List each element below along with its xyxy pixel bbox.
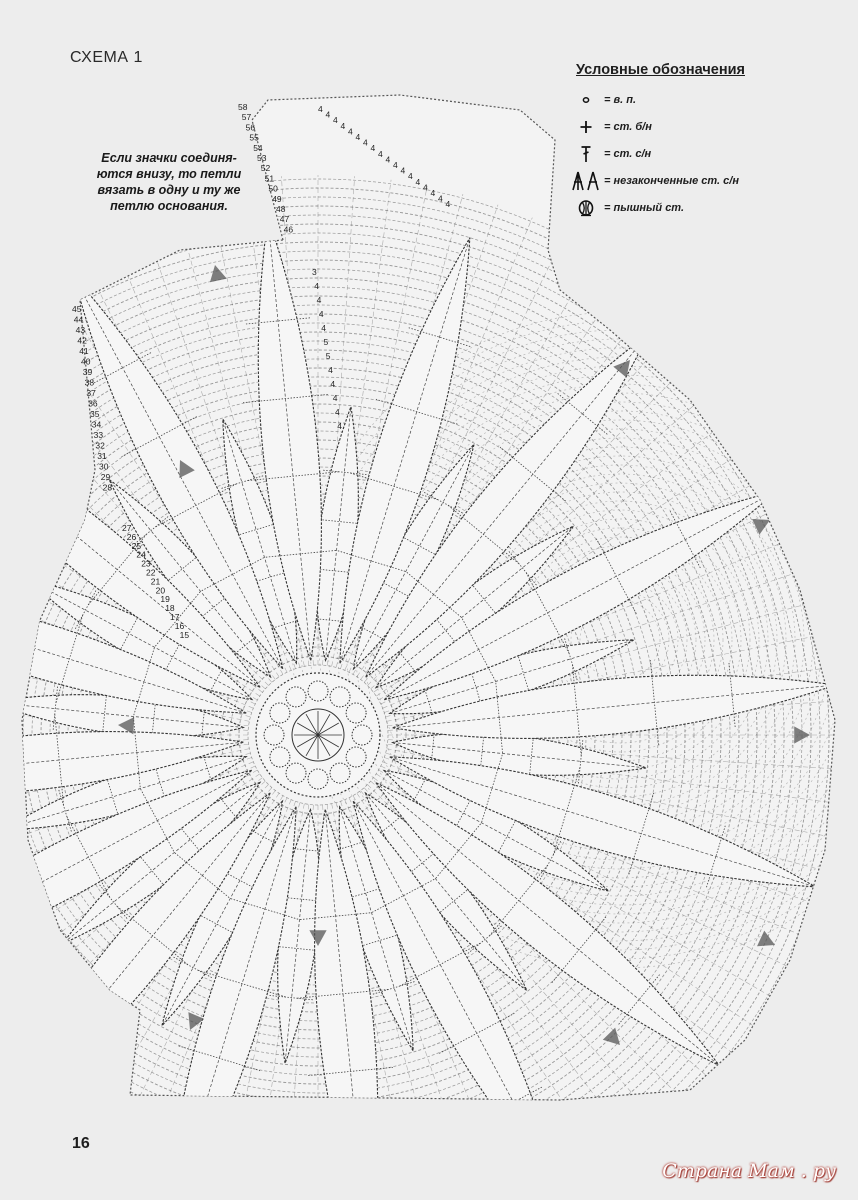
row-number: 5 xyxy=(325,351,331,361)
row-number: 54 xyxy=(253,142,263,153)
page-title: СХЕМА 1 xyxy=(70,49,143,66)
legend-label: = ст. б/н xyxy=(604,120,652,133)
row-number: 43 xyxy=(75,325,86,335)
row-number: 45 xyxy=(72,304,82,314)
petal-row xyxy=(326,1146,390,1152)
row-number: 4 xyxy=(445,199,451,210)
row-number: 29 xyxy=(100,472,111,482)
note-line: петлю основания. xyxy=(110,199,228,213)
row-number: 25 xyxy=(131,540,142,551)
row-number: 3 xyxy=(312,267,317,277)
row-number: 4 xyxy=(321,323,326,333)
row-number: 53 xyxy=(257,153,267,163)
page-number: 16 xyxy=(72,1135,90,1152)
row-number: 58 xyxy=(238,102,248,112)
petal-row xyxy=(0,856,40,931)
row-number: 4 xyxy=(393,160,398,170)
row-number: 33 xyxy=(93,430,104,440)
row-number: 36 xyxy=(88,398,98,409)
note-line: ются внизу, то петли xyxy=(96,167,242,181)
row-number: 24 xyxy=(136,549,146,560)
row-number: 26 xyxy=(126,531,137,542)
row-number: 4 xyxy=(314,281,320,291)
row-number: 4 xyxy=(385,154,391,165)
row-number: 48 xyxy=(276,204,286,214)
row-number: 56 xyxy=(245,122,256,133)
row-number: 4 xyxy=(363,137,368,148)
watermark-logo: Страна Мам . ру xyxy=(662,1160,836,1182)
legend-label: = незаконченные ст. с/н xyxy=(604,174,739,187)
row-number: 4 xyxy=(348,126,353,137)
row-number: 4 xyxy=(333,115,338,126)
legend-label: = пышный ст. xyxy=(604,201,684,214)
row-number: 4 xyxy=(423,182,428,193)
note-line: вязать в одну и ту же xyxy=(97,183,241,197)
row-number: 37 xyxy=(86,388,96,398)
petal-row xyxy=(0,596,7,677)
row-number: 49 xyxy=(272,193,282,204)
legend-label: = ст. с/н xyxy=(604,147,652,160)
row-number: 32 xyxy=(95,440,105,451)
row-number: 52 xyxy=(260,163,271,174)
row-number: 19 xyxy=(160,594,170,605)
row-number: 4 xyxy=(400,165,406,176)
row-number: 38 xyxy=(84,377,95,388)
row-number: 4 xyxy=(408,171,413,182)
row-number: 40 xyxy=(81,356,91,367)
row-number: 15 xyxy=(179,629,190,640)
petal-row xyxy=(166,1123,228,1142)
row-number: 44 xyxy=(73,314,84,325)
petal-row xyxy=(29,1036,79,1077)
row-number: 4 xyxy=(337,421,343,431)
row-number: 4 xyxy=(430,188,436,198)
row-number: 16 xyxy=(174,620,185,631)
legend-label: = в. п. xyxy=(604,93,637,106)
row-number: 4 xyxy=(335,407,340,417)
row-number: 20 xyxy=(155,585,166,596)
row-number: 4 xyxy=(325,109,331,120)
row-number: 39 xyxy=(82,367,93,377)
row-number: 23 xyxy=(141,558,151,569)
row-number: 31 xyxy=(97,451,107,461)
row-number: 4 xyxy=(355,132,361,142)
row-number: 4 xyxy=(340,120,346,131)
row-number: 28 xyxy=(102,482,113,493)
row-number: 57 xyxy=(241,112,252,123)
row-number: 4 xyxy=(378,148,383,159)
row-number: 35 xyxy=(90,409,100,419)
row-number: 4 xyxy=(438,193,443,204)
row-number: 5 xyxy=(323,337,329,347)
center-flower-motif xyxy=(256,673,380,797)
row-number: 4 xyxy=(318,309,324,319)
row-number: 4 xyxy=(370,143,376,154)
row-number: 4 xyxy=(316,295,322,305)
row-number: 41 xyxy=(79,346,89,356)
row-number: 4 xyxy=(330,379,336,389)
note-line: Если значки соединя- xyxy=(101,151,237,165)
row-number: 30 xyxy=(99,461,109,472)
row-number: 50 xyxy=(268,183,278,194)
petal-row xyxy=(0,446,17,496)
row-number: 34 xyxy=(91,419,102,430)
row-number: 18 xyxy=(165,603,175,614)
row-number: 55 xyxy=(249,132,259,143)
row-number: 4 xyxy=(415,176,421,187)
row-number: 42 xyxy=(77,335,87,346)
row-number: 4 xyxy=(318,104,323,114)
row-number: 27 xyxy=(122,523,132,533)
row-number: 46 xyxy=(283,224,294,235)
row-number: 17 xyxy=(170,612,180,622)
row-number: 4 xyxy=(332,393,338,403)
row-number: 51 xyxy=(264,173,275,184)
row-number: 21 xyxy=(150,576,161,587)
row-number: 47 xyxy=(279,214,290,225)
row-number: 4 xyxy=(328,365,333,375)
legend-title: Условные обозначения xyxy=(576,62,745,78)
row-number: 22 xyxy=(146,567,156,578)
